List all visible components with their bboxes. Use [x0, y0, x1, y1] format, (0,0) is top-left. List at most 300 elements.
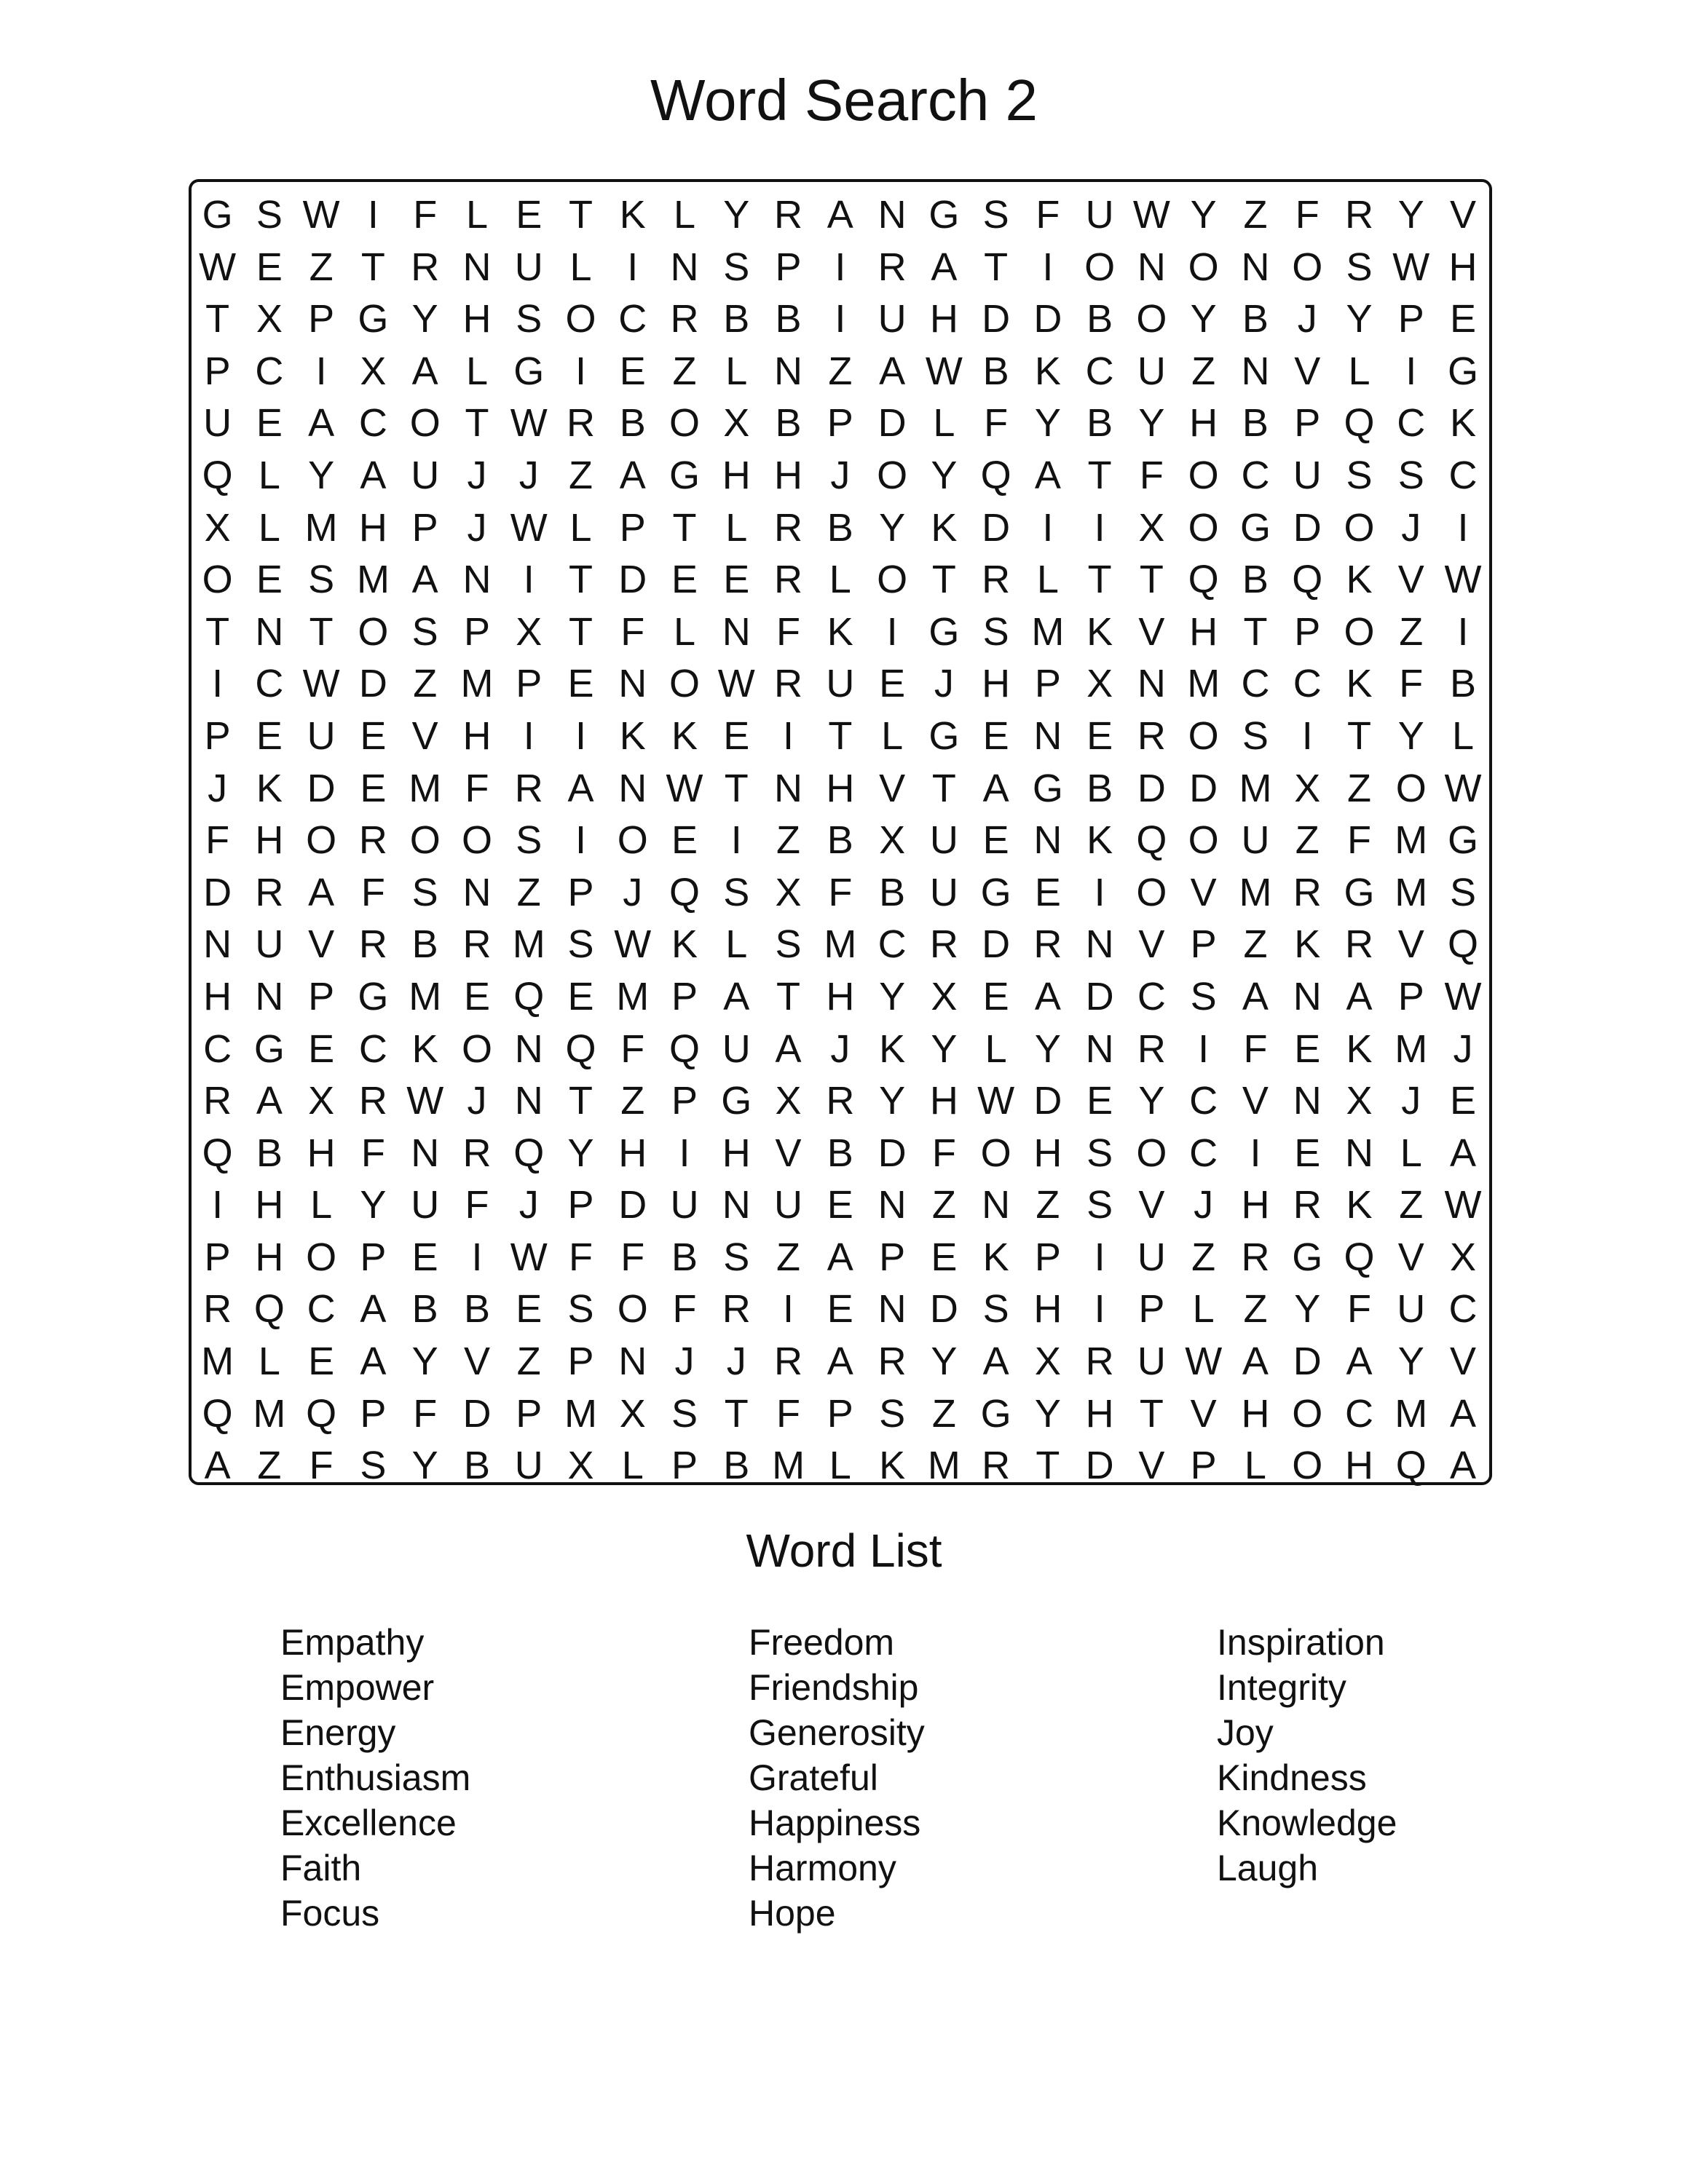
grid-letter: Z	[776, 1235, 801, 1279]
grid-letter: G	[669, 453, 701, 497]
grid-letter: S	[1086, 1131, 1113, 1175]
grid-letter: H	[462, 713, 492, 758]
grid-letter: D	[1085, 974, 1114, 1018]
grid-letter: X	[360, 349, 387, 393]
grid-letter: M	[772, 1444, 805, 1488]
grid-letter: B	[775, 297, 802, 341]
grid-letter: D	[462, 1391, 492, 1436]
grid-letter: W	[1392, 245, 1430, 289]
grid-letter: S	[256, 193, 283, 237]
grid-letter: F	[413, 193, 438, 237]
grid-letter: R	[774, 505, 803, 550]
grid-letter: C	[1137, 974, 1166, 1018]
grid-letter: J	[208, 766, 228, 810]
word-list-item: Happiness	[749, 1803, 921, 1843]
grid-letter: Y	[567, 1131, 594, 1175]
grid-letter: D	[982, 297, 1011, 341]
grid-letter: Z	[1399, 1183, 1424, 1227]
grid-letter: O	[1188, 453, 1219, 497]
grid-letter: S	[775, 922, 802, 967]
grid-letter: O	[877, 453, 908, 497]
grid-letter: Z	[413, 662, 438, 706]
grid-letter: X	[879, 818, 906, 863]
grid-letter: L	[465, 193, 488, 237]
grid-letter: X	[619, 1391, 646, 1436]
grid-letter: E	[256, 401, 283, 446]
grid-letter: E	[982, 818, 1009, 863]
grid-letter: G	[928, 609, 960, 654]
grid-letter: I	[575, 818, 586, 863]
grid-letter: R	[774, 1340, 803, 1384]
grid-letter: Z	[828, 349, 853, 393]
grid-letter: O	[1188, 505, 1219, 550]
grid-letter: D	[877, 1131, 907, 1175]
grid-letter: N	[1241, 349, 1270, 393]
grid-letter: N	[1241, 245, 1270, 289]
grid-letter: R	[1137, 713, 1166, 758]
grid-letter: E	[308, 1340, 335, 1384]
grid-letter: G	[358, 974, 389, 1018]
grid-letter: H	[1241, 1183, 1270, 1227]
puzzle-grid-frame	[189, 179, 1492, 1488]
grid-letter: S	[723, 245, 750, 289]
grid-letter: C	[358, 1026, 387, 1071]
grid-letter: K	[1086, 818, 1113, 863]
grid-letter: N	[774, 349, 803, 393]
grid-letter: P	[1397, 974, 1424, 1018]
grid-letter: M	[824, 922, 857, 967]
grid-letter: F	[465, 766, 489, 810]
grid-letter: C	[307, 1287, 336, 1332]
grid-letter: A	[982, 766, 1009, 810]
grid-letter: X	[931, 974, 958, 1018]
grid-letter: G	[1032, 766, 1063, 810]
grid-letter: C	[1397, 401, 1426, 446]
grid-letter: Y	[879, 505, 906, 550]
grid-letter: E	[308, 1026, 335, 1071]
grid-letter: B	[775, 401, 802, 446]
grid-letter: M	[356, 558, 390, 602]
grid-letter: I	[575, 713, 586, 758]
grid-letter: N	[982, 1183, 1011, 1227]
grid-letter: N	[1033, 818, 1062, 863]
grid-letter: R	[1344, 922, 1373, 967]
grid-letter: S	[1346, 245, 1373, 289]
grid-letter: O	[1188, 245, 1219, 289]
grid-letter: A	[619, 453, 646, 497]
word-list-item: Integrity	[1217, 1667, 1346, 1708]
grid-letter: X	[1449, 1235, 1477, 1279]
grid-letter: H	[929, 297, 958, 341]
grid-letter: O	[1344, 609, 1375, 654]
grid-letter: A	[931, 245, 958, 289]
grid-letter: B	[411, 922, 438, 967]
grid-letter: J	[1297, 297, 1317, 341]
grid-letter: L	[1348, 349, 1370, 393]
grid-letter: M	[409, 974, 442, 1018]
grid-letter: B	[256, 1131, 283, 1175]
grid-letter: Y	[411, 297, 438, 341]
grid-letter: K	[256, 766, 283, 810]
grid-letter: S	[982, 193, 1009, 237]
grid-letter: T	[1243, 609, 1268, 654]
grid-letter: Q	[1292, 558, 1323, 602]
grid-letter: B	[1449, 662, 1477, 706]
grid-letter: E	[256, 558, 283, 602]
word-list-item: Energy	[280, 1712, 396, 1753]
grid-letter: C	[618, 297, 647, 341]
grid-letter: N	[1293, 974, 1322, 1018]
grid-letter: A	[204, 1444, 231, 1488]
grid-letter: Q	[513, 974, 545, 1018]
grid-letter: E	[671, 558, 698, 602]
grid-letter: M	[1395, 870, 1428, 914]
grid-letter: P	[1034, 662, 1061, 706]
grid-letter: I	[471, 1235, 483, 1279]
word-list-item: Focus	[280, 1893, 380, 1934]
grid-letter: Z	[516, 870, 541, 914]
grid-letter: N	[255, 974, 284, 1018]
grid-letter: A	[1346, 1340, 1373, 1384]
grid-letter: D	[618, 558, 647, 602]
grid-letter: U	[1085, 193, 1114, 237]
grid-letter: X	[204, 505, 231, 550]
grid-letter: E	[411, 1235, 438, 1279]
grid-letter: C	[255, 662, 284, 706]
grid-letter: O	[669, 662, 701, 706]
grid-letter: X	[1086, 662, 1113, 706]
grid-letter: P	[411, 505, 438, 550]
word-list-item: Excellence	[280, 1803, 457, 1843]
grid-letter: R	[203, 1079, 232, 1123]
grid-letter: O	[461, 818, 492, 863]
grid-letter: I	[523, 713, 535, 758]
grid-letter: O	[980, 1131, 1011, 1175]
grid-letter: R	[774, 662, 803, 706]
grid-letter: P	[1294, 609, 1321, 654]
grid-letter: I	[315, 349, 327, 393]
grid-letter: N	[1137, 662, 1166, 706]
grid-letter: P	[1294, 401, 1321, 446]
grid-letter: Z	[931, 1183, 956, 1227]
grid-letter: Q	[513, 1131, 545, 1175]
grid-letter: E	[256, 245, 283, 289]
grid-letter: L	[985, 1026, 1007, 1071]
grid-letter: R	[1085, 1340, 1114, 1384]
grid-letter: I	[679, 1131, 690, 1175]
grid-letter: J	[467, 505, 487, 550]
grid-letter: D	[1137, 766, 1166, 810]
grid-letter: Y	[411, 1444, 438, 1488]
word-list-item: Joy	[1217, 1712, 1274, 1753]
grid-letter: I	[1042, 245, 1054, 289]
grid-letter: N	[722, 609, 751, 654]
grid-letter: L	[725, 505, 748, 550]
grid-letter: I	[1094, 1287, 1105, 1332]
grid-letter: H	[1033, 1287, 1062, 1332]
grid-letter: V	[1449, 1340, 1477, 1384]
grid-letter: O	[669, 401, 701, 446]
grid-letter: T	[568, 193, 593, 237]
grid-letter: K	[1346, 1183, 1373, 1227]
grid-letter: N	[774, 766, 803, 810]
grid-letter: Y	[1034, 1391, 1061, 1436]
grid-letter: V	[775, 1131, 802, 1175]
grid-letter: T	[1087, 558, 1112, 602]
grid-letter: D	[1033, 297, 1062, 341]
grid-letter: G	[928, 193, 960, 237]
grid-letter: X	[775, 1079, 802, 1123]
grid-letter: L	[569, 505, 592, 550]
grid-letter: Q	[669, 1026, 701, 1071]
grid-letter: P	[567, 1183, 594, 1227]
grid-letter: M	[1239, 870, 1272, 914]
grid-letter: P	[671, 974, 698, 1018]
grid-letter: U	[1397, 1287, 1426, 1332]
grid-letter: P	[567, 870, 594, 914]
grid-letter: S	[567, 922, 594, 967]
grid-letter: I	[1457, 505, 1469, 550]
grid-letter: K	[1294, 922, 1321, 967]
grid-letter: P	[360, 1235, 387, 1279]
grid-letter: P	[1397, 297, 1424, 341]
grid-letter: A	[567, 766, 594, 810]
grid-letter: R	[774, 558, 803, 602]
grid-letter: A	[1449, 1444, 1477, 1488]
grid-letter: L	[621, 1444, 644, 1488]
grid-letter: X	[567, 1444, 594, 1488]
grid-letter: U	[411, 1183, 440, 1227]
grid-letter: L	[829, 1444, 851, 1488]
grid-letter: L	[258, 453, 280, 497]
grid-letter: T	[984, 245, 1009, 289]
grid-letter: C	[1241, 453, 1270, 497]
grid-letter: T	[931, 558, 956, 602]
grid-letter: M	[409, 766, 442, 810]
grid-letter: M	[1395, 1026, 1428, 1071]
grid-letter: O	[877, 558, 908, 602]
grid-letter: V	[879, 766, 906, 810]
grid-letter: C	[358, 401, 387, 446]
grid-letter: T	[828, 713, 853, 758]
grid-letter: F	[568, 1235, 593, 1279]
grid-letter: P	[1138, 1287, 1165, 1332]
grid-letter: E	[1449, 1079, 1477, 1123]
grid-letter: Y	[1138, 401, 1165, 446]
grid-letter: T	[724, 766, 749, 810]
grid-letter: R	[877, 245, 907, 289]
word-list-item: Enthusiasm	[280, 1757, 471, 1798]
grid-letter: N	[722, 1183, 751, 1227]
grid-letter: P	[827, 401, 853, 446]
grid-letter: X	[1294, 766, 1321, 810]
word-list-item: Grateful	[749, 1757, 878, 1798]
grid-letter: Y	[1138, 1079, 1165, 1123]
grid-letter: S	[411, 609, 438, 654]
grid-letter: Y	[360, 1183, 387, 1227]
grid-letter: B	[723, 1444, 750, 1488]
grid-letter: T	[1036, 1444, 1060, 1488]
grid-letter: V	[1397, 922, 1424, 967]
grid-letter: Z	[776, 818, 801, 863]
grid-letter: E	[1449, 297, 1477, 341]
grid-letter: N	[514, 1079, 543, 1123]
grid-letter: J	[467, 1079, 487, 1123]
grid-letter: W	[1444, 974, 1482, 1018]
grid-letter: V	[1397, 558, 1424, 602]
grid-letter: O	[1188, 818, 1219, 863]
grid-letter: W	[1444, 558, 1482, 602]
grid-letter: N	[462, 870, 492, 914]
grid-letter: L	[1451, 713, 1475, 758]
grid-letter: E	[516, 193, 543, 237]
grid-letter: S	[723, 870, 750, 914]
grid-letter: B	[723, 297, 750, 341]
word-list-item: Kindness	[1217, 1757, 1367, 1798]
grid-letter: I	[1042, 505, 1054, 550]
grid-letter: Z	[257, 1444, 282, 1488]
grid-letter: A	[360, 1287, 387, 1332]
grid-letter: O	[1136, 1131, 1167, 1175]
grid-letter: T	[568, 609, 593, 654]
grid-letter: C	[1189, 1079, 1218, 1123]
grid-letter: K	[619, 713, 646, 758]
grid-letter: K	[1346, 558, 1373, 602]
grid-letter: U	[774, 1183, 803, 1227]
word-list-item: Freedom	[749, 1622, 895, 1663]
grid-letter: Y	[931, 1026, 958, 1071]
grid-letter: P	[1034, 1235, 1061, 1279]
grid-letter: H	[826, 766, 855, 810]
grid-letter: L	[933, 401, 955, 446]
grid-letter: E	[360, 766, 387, 810]
grid-letter: R	[203, 1287, 232, 1332]
grid-letter: J	[830, 453, 851, 497]
grid-letter: Y	[879, 1079, 906, 1123]
grid-letter: U	[514, 245, 543, 289]
grid-letter: R	[774, 193, 803, 237]
grid-letter: H	[982, 662, 1011, 706]
grid-letter: I	[523, 558, 535, 602]
grid-letter: I	[1094, 505, 1105, 550]
grid-letter: L	[258, 505, 280, 550]
grid-letter: B	[671, 1235, 698, 1279]
grid-letter: W	[977, 1079, 1015, 1123]
grid-letter: B	[827, 505, 853, 550]
grid-letter: L	[725, 922, 748, 967]
grid-letter: O	[1136, 870, 1167, 914]
grid-letter: Z	[1191, 1235, 1216, 1279]
grid-letter: M	[564, 1391, 597, 1436]
grid-letter: T	[776, 974, 801, 1018]
grid-letter: R	[670, 297, 699, 341]
grid-letter: S	[982, 1287, 1009, 1332]
grid-letter: S	[308, 558, 335, 602]
grid-letter: G	[358, 297, 389, 341]
grid-letter: P	[879, 1235, 906, 1279]
grid-letter: T	[360, 245, 385, 289]
grid-letter: U	[722, 1026, 751, 1071]
grid-letter: C	[1293, 662, 1322, 706]
grid-letter: C	[1241, 662, 1270, 706]
grid-letter: N	[1137, 245, 1166, 289]
grid-letter: L	[674, 193, 696, 237]
grid-letter: U	[877, 297, 907, 341]
grid-letter: P	[567, 1340, 594, 1384]
grid-letter: F	[360, 1131, 385, 1175]
grid-letter: Y	[1190, 193, 1217, 237]
grid-letter: F	[1346, 1287, 1371, 1332]
grid-letter: X	[516, 609, 543, 654]
grid-letter: Y	[1397, 713, 1424, 758]
grid-letter: W	[510, 401, 548, 446]
grid-letter: I	[212, 662, 224, 706]
grid-letter: X	[308, 1079, 335, 1123]
grid-letter: H	[722, 453, 751, 497]
grid-letter: T	[1139, 1391, 1164, 1436]
grid-letter: U	[1293, 453, 1322, 497]
grid-letter: B	[879, 870, 906, 914]
grid-letter: Z	[1295, 818, 1320, 863]
grid-letter: E	[1086, 1079, 1113, 1123]
grid-letter: W	[1132, 193, 1170, 237]
grid-letter: E	[516, 1287, 543, 1332]
grid-letter: V	[463, 1340, 490, 1384]
grid-letter: A	[1034, 974, 1061, 1018]
grid-letter: E	[931, 1235, 958, 1279]
grid-letter: E	[1034, 870, 1061, 914]
grid-letter: D	[307, 766, 336, 810]
grid-letter: M	[460, 662, 494, 706]
grid-letter: U	[514, 1444, 543, 1488]
grid-letter: V	[1190, 870, 1217, 914]
grid-letter: O	[1344, 505, 1375, 550]
grid-letter: H	[929, 1079, 958, 1123]
grid-letter: I	[783, 713, 794, 758]
grid-letter: P	[360, 1391, 387, 1436]
grid-letter: N	[462, 245, 492, 289]
grid-letter: M	[304, 505, 338, 550]
grid-letter: C	[1448, 1287, 1478, 1332]
grid-letter: A	[308, 870, 335, 914]
grid-letter: E	[1086, 713, 1113, 758]
grid-letter: U	[411, 453, 440, 497]
grid-letter: Q	[202, 453, 233, 497]
grid-letter: U	[1137, 1235, 1166, 1279]
grid-letter: U	[1137, 1340, 1166, 1384]
grid-letter: J	[623, 870, 643, 914]
grid-letter: B	[982, 349, 1009, 393]
grid-letter: X	[1138, 505, 1165, 550]
grid-letter: P	[204, 349, 231, 393]
grid-letter: S	[879, 1391, 906, 1436]
grid-letter: B	[1086, 297, 1113, 341]
grid-letter: B	[463, 1444, 490, 1488]
grid-letter: O	[1292, 1444, 1323, 1488]
grid-letter: W	[1444, 766, 1482, 810]
grid-letter: O	[1136, 297, 1167, 341]
grid-letter: M	[616, 974, 650, 1018]
grid-letter: Z	[1243, 1287, 1268, 1332]
grid-letter: O	[1292, 1391, 1323, 1436]
grid-letter: I	[1250, 1131, 1261, 1175]
grid-letter: E	[982, 974, 1009, 1018]
grid-letter: N	[1085, 922, 1114, 967]
grid-letter: P	[671, 1079, 698, 1123]
grid-letter: H	[722, 1131, 751, 1175]
grid-letter: E	[619, 349, 646, 393]
word-list-item: Harmony	[749, 1848, 896, 1888]
